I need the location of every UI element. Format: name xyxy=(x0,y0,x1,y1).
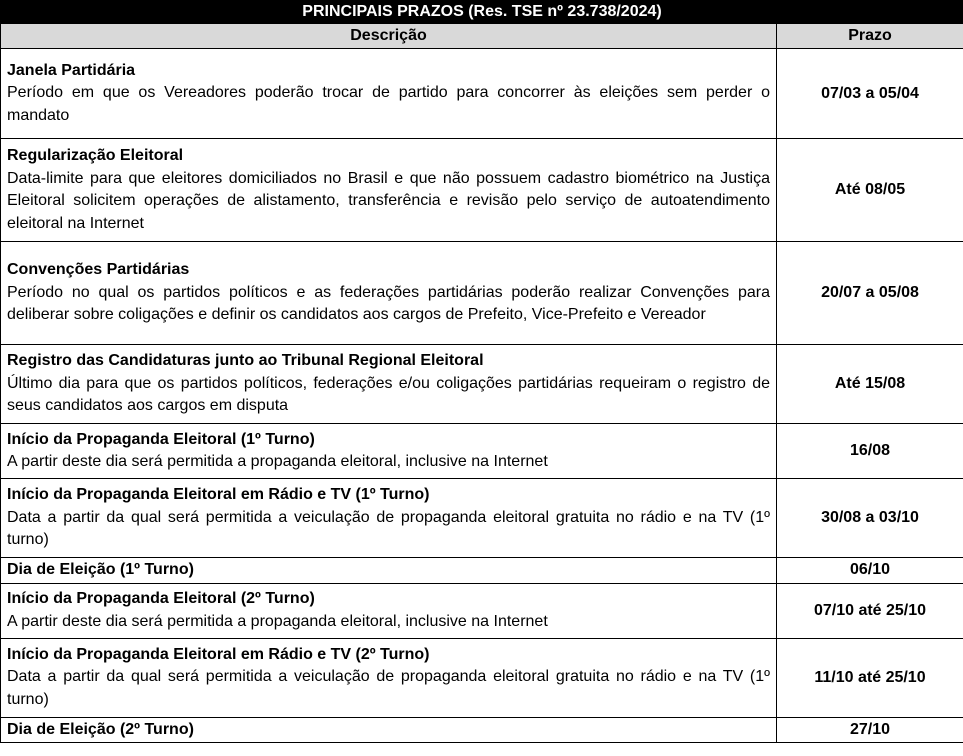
row-deadline: Até 15/08 xyxy=(777,345,963,424)
table-row xyxy=(1,424,963,479)
table-row xyxy=(1,638,963,717)
row-description-cell xyxy=(1,139,777,242)
row-deadline: 20/07 a 05/08 xyxy=(777,242,963,345)
row-deadline: 07/03 a 05/04 xyxy=(777,49,963,139)
row-deadline: 16/08 xyxy=(777,424,963,479)
column-header-description: Descrição xyxy=(1,24,777,49)
row-description: Data a partir da qual será permitida a veiculação de propaganda eleitoral gratuita no rádio e na TV (1º turno) xyxy=(7,508,770,549)
row-deadline: 11/10 até 25/10 xyxy=(777,638,963,717)
row-title: Dia de Eleição (2º Turno) xyxy=(7,720,194,738)
row-description-cell xyxy=(1,558,777,584)
row-description: Data-limite para que eleitores domiciliados no Brasil e que não possuem cadastro biométrico na Justiça Eleitoral solicitem operações de alistamento, transferência e revisão pelo serviço de autoatendimento eleitoral na Internet xyxy=(7,169,770,232)
row-description: Último dia para que os partidos políticos, federações e/ou coligações partidárias requeiram o registro de seus candidatos aos cargos em disputa xyxy=(7,374,770,415)
row-title: Início da Propaganda Eleitoral em Rádio e TV (1º Turno) xyxy=(7,486,430,504)
row-deadline: Até 08/05 xyxy=(777,139,963,242)
row-deadline: 06/10 xyxy=(777,558,963,584)
row-deadline: 30/08 a 03/10 xyxy=(777,479,963,558)
row-title: Registro das Candidaturas junto ao Tribunal Regional Eleitoral xyxy=(7,352,484,370)
row-description: A partir deste dia será permitida a propaganda eleitoral, inclusive na Internet xyxy=(7,453,548,470)
table-row xyxy=(1,558,963,584)
row-title: Dia de Eleição (1º Turno) xyxy=(7,561,194,578)
row-description-cell xyxy=(1,583,777,638)
row-description: Período no qual os partidos políticos e as federações partidárias poderão realizar Convenções para deliberar sobre coligações e definir os candidatos aos cargos de Prefeito, Vice-Prefeito e Vereador xyxy=(7,283,770,324)
row-title: Regularização Eleitoral xyxy=(7,147,184,164)
row-title: Início da Propaganda Eleitoral (2º Turno) xyxy=(7,590,315,607)
row-description-cell xyxy=(1,424,777,479)
row-deadline: 07/10 até 25/10 xyxy=(777,583,963,638)
row-description-cell xyxy=(1,717,777,743)
table-title: PRINCIPAIS PRAZOS (Res. TSE nº 23.738/2024) xyxy=(1,1,963,24)
column-header-row xyxy=(1,24,963,49)
row-description-cell xyxy=(1,479,777,558)
row-description: Data a partir da qual será permitida a veiculação de propaganda eleitoral gratuita no rádio e na TV (1º turno) xyxy=(7,668,770,708)
table-title-row xyxy=(1,1,963,24)
row-description-cell xyxy=(1,49,777,139)
row-description: Período em que os Vereadores poderão trocar de partido para concorrer às eleições sem perder o mandato xyxy=(7,84,770,124)
table-row xyxy=(1,49,963,139)
table-row xyxy=(1,717,963,743)
column-header-deadline: Prazo xyxy=(777,24,963,49)
row-title: Convenções Partidárias xyxy=(7,261,190,279)
table-row xyxy=(1,583,963,638)
table-row xyxy=(1,242,963,345)
table-row xyxy=(1,345,963,424)
table-row xyxy=(1,479,963,558)
row-deadline: 27/10 xyxy=(777,717,963,743)
row-description-cell xyxy=(1,242,777,345)
table-row xyxy=(1,139,963,242)
row-title: Início da Propaganda Eleitoral em Rádio e TV (2º Turno) xyxy=(7,645,430,663)
row-title: Início da Propaganda Eleitoral (1º Turno) xyxy=(7,430,315,448)
row-description-cell xyxy=(1,345,777,424)
row-description-cell xyxy=(1,638,777,717)
row-title: Janela Partidária xyxy=(7,61,136,79)
row-description: A partir deste dia será permitida a propaganda eleitoral, inclusive na Internet xyxy=(7,612,548,630)
